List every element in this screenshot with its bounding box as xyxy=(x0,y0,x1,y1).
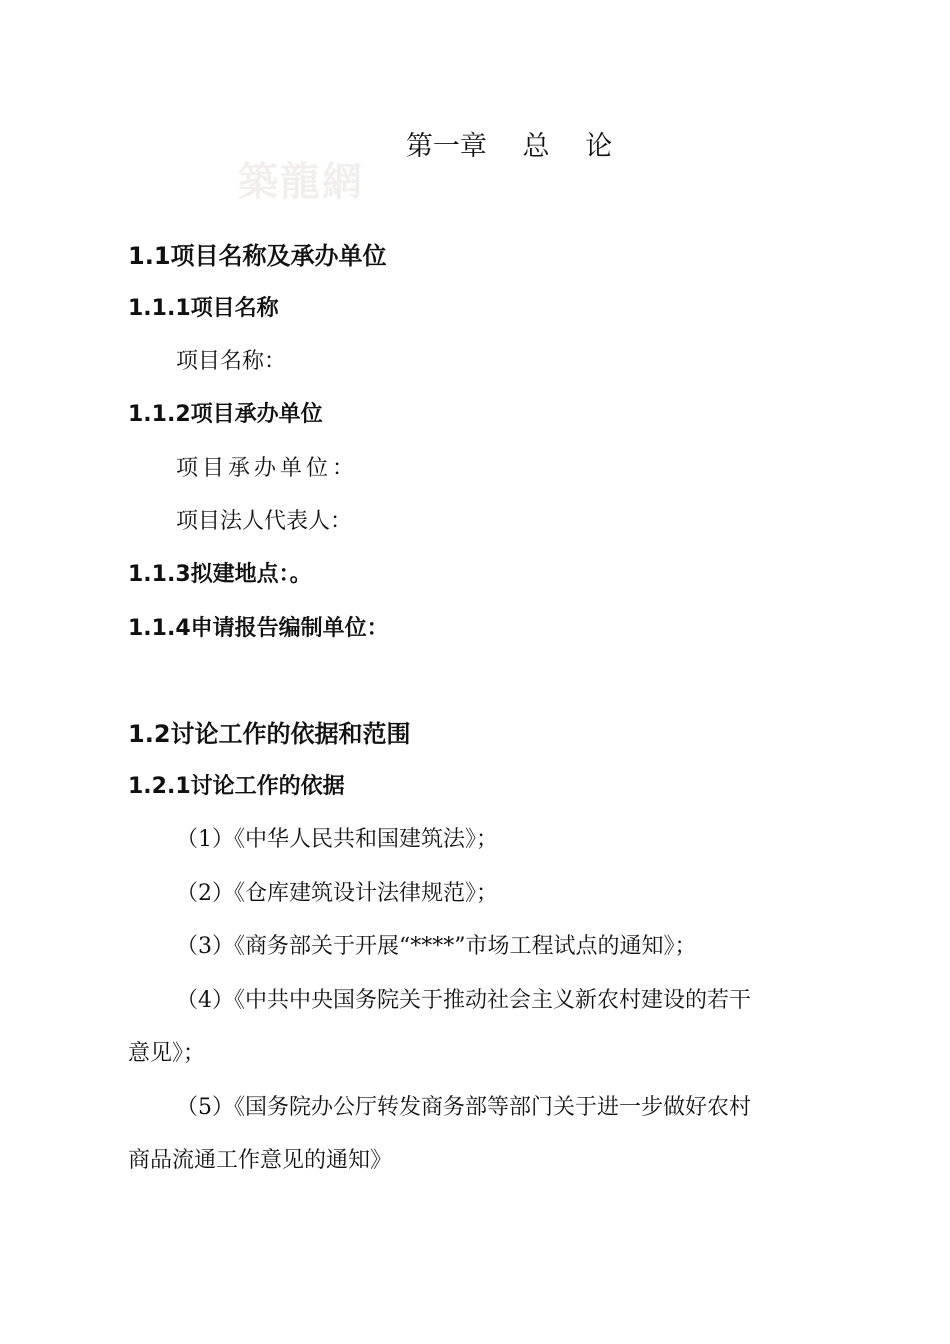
project-undertaker-label: 项目承办单位： xyxy=(176,456,359,481)
basis-item-3: （3）《商务部关于开展“****”市场工程试点的通知》； xyxy=(176,934,697,959)
section-heading-1-2-1: 1.2.1讨论工作的依据 xyxy=(128,774,345,799)
project-name-label: 项目名称： xyxy=(176,349,287,374)
section-heading-1-1-3: 1.1.3拟建地点：。 xyxy=(128,562,312,587)
legal-representative-label: 项目法人代表人： xyxy=(176,509,353,534)
basis-item-5-line-1: （5）《国务院办公厅转发商务部等部门关于进一步做好农村 xyxy=(176,1095,751,1120)
basis-item-4-line-1: （4）《中共中央国务院关于推动社会主义新农村建设的若干 xyxy=(176,988,751,1013)
section-heading-1-1-1: 1.1.1项目名称 xyxy=(128,296,279,321)
section-heading-1-2: 1.2讨论工作的依据和范围 xyxy=(128,720,411,748)
section-heading-1-1-2: 1.1.2项目承办单位 xyxy=(128,402,323,427)
basis-item-2: （2）《仓库建筑设计法律规范》； xyxy=(176,881,498,906)
chapter-title: 第一章 总 论 xyxy=(405,131,613,162)
basis-item-1: （1）《中华人民共和国建筑法》； xyxy=(176,827,498,852)
basis-item-5-line-2: 商品流通工作意见的通知》 xyxy=(128,1148,393,1173)
watermark-logo: 築龍網 xyxy=(238,158,364,205)
section-heading-1-1-4: 1.1.4申请报告编制单位： xyxy=(128,616,389,641)
basis-item-4-line-2: 意见》； xyxy=(128,1041,206,1066)
section-heading-1-1: 1.1项目名称及承办单位 xyxy=(128,242,387,270)
